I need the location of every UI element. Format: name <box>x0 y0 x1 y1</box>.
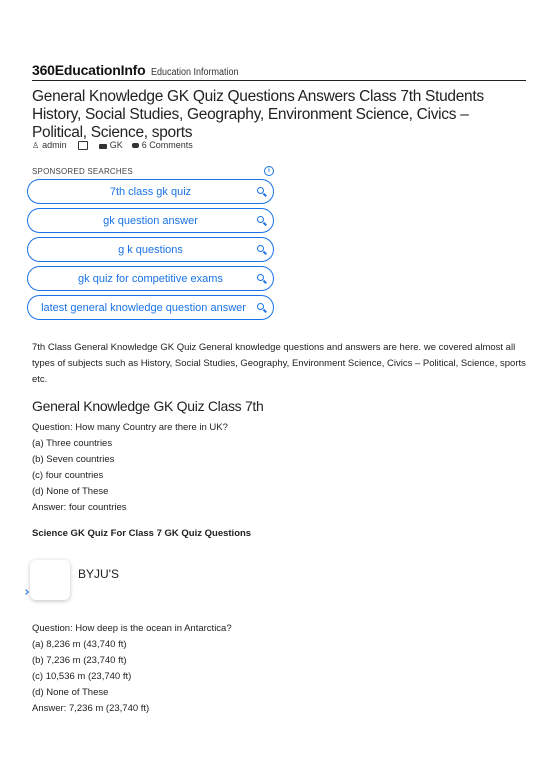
question-text: Question: How deep is the ocean in Antarctica? <box>32 623 232 634</box>
site-header <box>32 62 526 80</box>
sponsored-search-label: latest general knowledge question answer <box>41 301 246 314</box>
sponsored-search-item[interactable] <box>27 266 274 291</box>
folder-icon <box>99 144 107 149</box>
sponsored-search-label: 7th class gk quiz <box>109 185 192 198</box>
sponsored-search-label: gk question answer <box>103 214 198 227</box>
option-d: (d) None of These <box>32 687 109 698</box>
ad-advertiser-name[interactable]: BYJU'S <box>78 567 119 581</box>
ad-choices-icon[interactable] <box>24 590 28 600</box>
post-title: General Knowledge GK Quiz Questions Answers Class 7th Students History, Social Studies, Geography, Environment Science, Civics – Political, Science, sports <box>32 88 484 141</box>
option-d: (d) None of These <box>32 486 109 497</box>
sponsored-search-label: gk quiz for competitive exams <box>78 272 223 285</box>
comment-icon <box>132 143 139 148</box>
sponsored-search-item[interactable] <box>27 237 274 262</box>
search-icon <box>257 245 264 252</box>
option-a: (a) Three countries <box>32 438 113 449</box>
comments-link[interactable]: 6 Comments <box>141 140 193 150</box>
search-icon <box>257 216 264 223</box>
sponsored-search-item[interactable] <box>27 295 274 320</box>
info-icon[interactable]: i <box>264 166 274 176</box>
ad-logo-card[interactable] <box>30 560 70 600</box>
science-subheading: Science GK Quiz For Class 7 GK Quiz Questions <box>32 528 252 539</box>
option-c: (c) four countries <box>32 470 104 481</box>
option-c: (c) 10,536 m (23,740 ft) <box>32 671 132 682</box>
header-divider <box>32 80 526 81</box>
author-link[interactable]: admin <box>42 140 67 150</box>
option-b: (b) 7,236 m (23,740 ft) <box>32 655 127 666</box>
sponsored-search-label: g k questions <box>118 243 183 256</box>
option-a: (a) 8,236 m (43,740 ft) <box>32 639 127 650</box>
search-icon <box>257 187 264 194</box>
site-tagline: Education Information <box>151 67 240 78</box>
option-b: (b) Seven countries <box>32 454 115 465</box>
post-meta <box>32 140 193 150</box>
quiz-question-1 <box>32 420 228 516</box>
sponsored-search-item[interactable] <box>27 179 274 204</box>
section-heading: General Knowledge GK Quiz Class 7th <box>32 398 264 414</box>
intro-paragraph: 7th Class General Knowledge GK Quiz General knowledge questions and answers are here. we covered almost all types of subjects such as History, Social Studies, Geography, Environment Science, Civics – Political, Science, sports etc. <box>32 342 526 385</box>
site-title[interactable]: 360EducationInfo <box>32 62 146 78</box>
answer-text: Answer: 7,236 m (23,740 ft) <box>32 703 150 714</box>
calendar-icon <box>78 141 88 150</box>
search-icon <box>257 303 264 310</box>
question-text: Question: How many Country are there in UK? <box>32 422 228 433</box>
answer-text: Answer: four countries <box>32 502 127 513</box>
quiz-question-2 <box>32 621 232 717</box>
search-icon <box>257 274 264 281</box>
sponsored-search-item[interactable] <box>27 208 274 233</box>
user-icon: ♙ <box>32 140 40 150</box>
category-link[interactable]: GK <box>109 140 123 150</box>
sponsored-label: SPONSORED SEARCHES <box>32 167 133 176</box>
